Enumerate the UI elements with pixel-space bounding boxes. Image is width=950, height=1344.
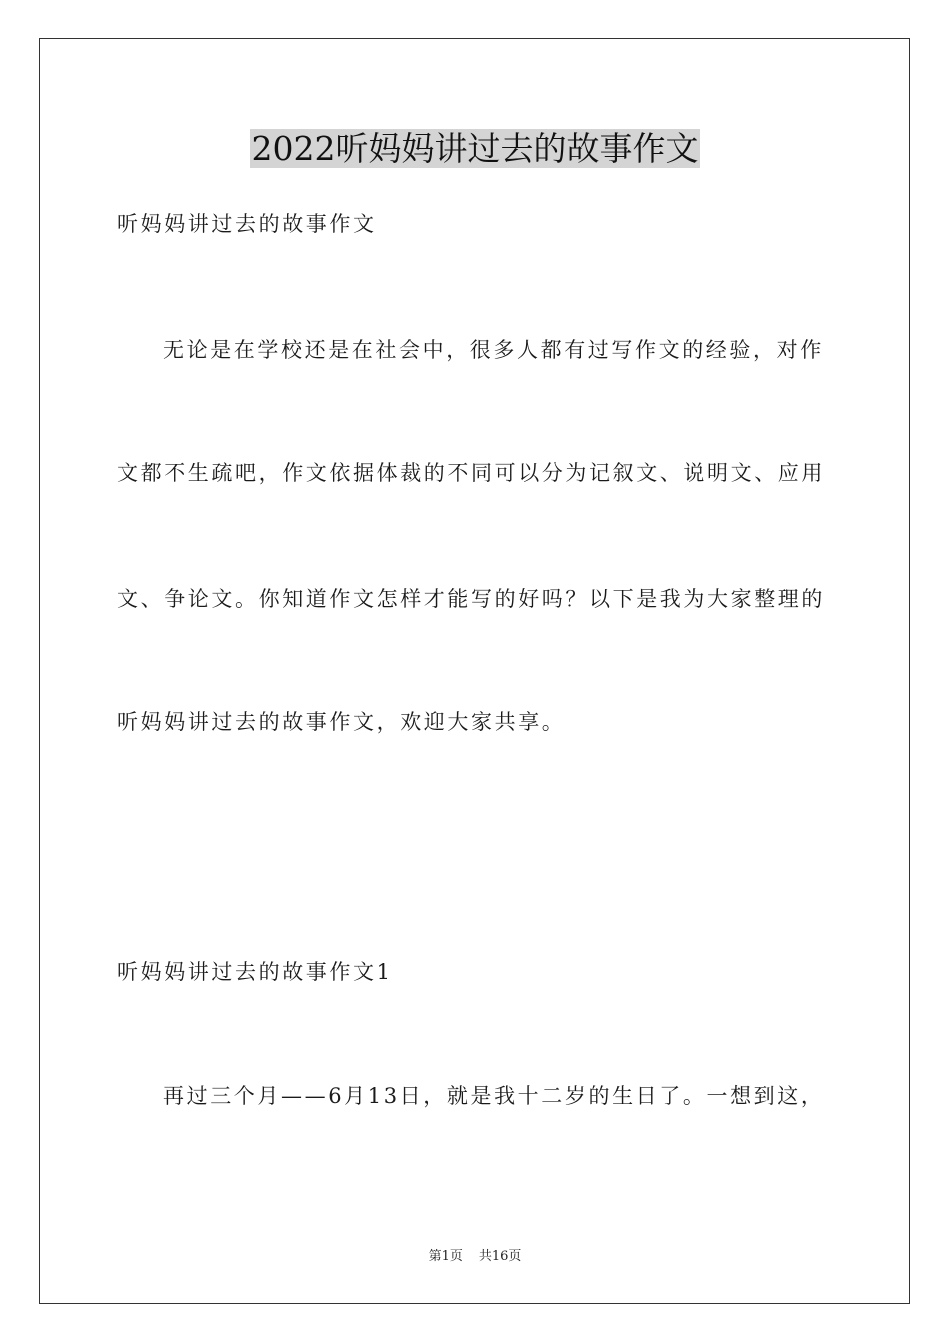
intro-line-2: 文都不生疏吧，作文依据体裁的不同可以分为记叙文、说明文、应用 [117, 461, 825, 485]
document-title [0, 126, 950, 172]
section-heading: 听妈妈讲过去的故事作文1 [117, 960, 393, 984]
intro-line-3: 文、争论文。你知道作文怎样才能写的好吗？以下是我为大家整理的 [117, 587, 825, 611]
subtitle: 听妈妈讲过去的故事作文 [117, 212, 377, 236]
document-title-text: 2022听妈妈讲过去的故事作文 [251, 129, 699, 168]
intro-line-1: 无论是在学校还是在社会中，很多人都有过写作文的经验，对作 [163, 338, 824, 362]
intro-line-4: 听妈妈讲过去的故事作文，欢迎大家共享。 [117, 710, 566, 734]
page-footer [0, 1248, 950, 1266]
page-number: 第1页 [428, 1249, 463, 1264]
page-total: 共16页 [478, 1249, 522, 1264]
section-first-line: 再过三个月——6月13日，就是我十二岁的生日了。一想到这， [163, 1084, 825, 1108]
